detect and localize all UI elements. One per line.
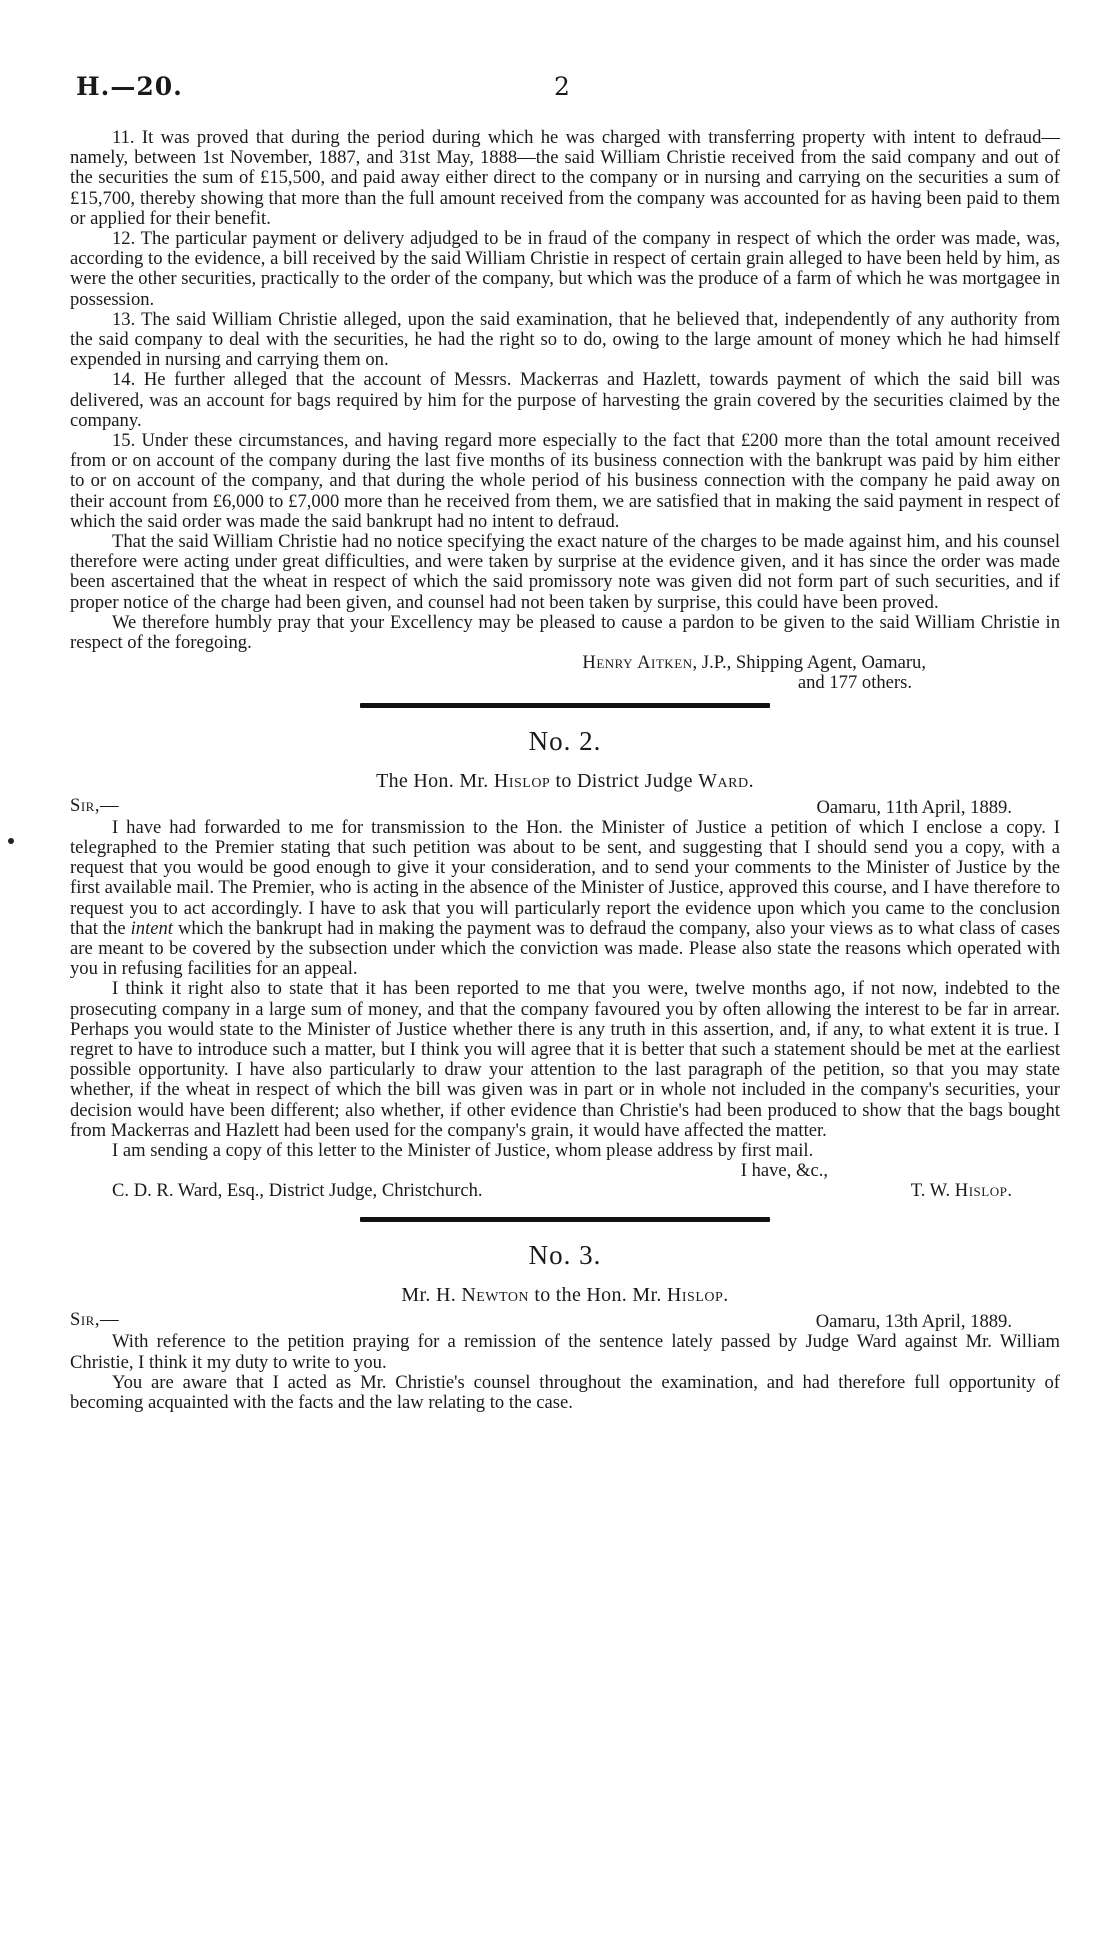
subtitle-prefix: Mr. H. — [401, 1284, 462, 1307]
page-number: 2 — [554, 72, 570, 101]
petition-paragraph-14: 14. He further alleged that the account of Messrs. Mackerras and Hazlett, towards payment of which the said bill was delivered, was an account for bags required by him for the purpose of harvesting the grain covered by the securities claimed by the company. — [70, 369, 1060, 431]
margin-mark — [8, 838, 14, 844]
letter-title: No. 2. — [528, 725, 602, 756]
subtitle-suffix: . — [748, 769, 754, 792]
letter-subtitle — [70, 770, 1060, 792]
signature-initials: T. W. — [910, 1180, 955, 1202]
petition-paragraph-13: 13. The said William Christie alleged, upon the said examination, that he believed that, independently of any authority from the said company to deal with the securities, he had the right so to do, owing to the large amount of money which he had himself expended in nursing and carrying them on. — [70, 308, 1060, 371]
letter-paragraph — [70, 818, 1060, 980]
section-divider — [360, 703, 770, 708]
petition-prayer: We therefore humbly pray that your Excellency may be pleased to cause a pardon to be given to the said William Christie in respect of the foregoing. — [70, 611, 1060, 654]
subtitle-mid: to the Hon. Mr. — [529, 1284, 667, 1307]
salutation-row — [70, 1310, 1060, 1332]
letter-no-3 — [70, 1240, 1060, 1413]
section-divider — [360, 1217, 770, 1222]
signature-surname: Hislop — [954, 1180, 1008, 1202]
letter-paragraph: With reference to the petition praying for a remission of the sentence lately passed by Judge Ward against Mr. William Christie, I think it my duty to write to you. — [70, 1331, 1060, 1373]
subtitle-recipient: Hislop — [666, 1284, 724, 1307]
subtitle-recipient: Ward — [698, 769, 749, 792]
petition-paragraph-15: 15. Under these circumstances, and having regard more especially to the fact that £200 more than the total amount received from or on account of the company during the last five months of its business connection with the bankrupt was paid by him either to or on account of the company, and that during the whole period of his business connection with the company he paid away on their account from £6,000 to £7,000 more than he received from them, we are satisfied that in making the said payment in respect of which the said order was made the said bankrupt had no intent to defraud. — [70, 430, 1060, 532]
subtitle-sender: Hislop — [493, 769, 551, 792]
subtitle-sender: Newton — [461, 1284, 530, 1307]
letter-subtitle — [70, 1284, 1060, 1306]
letter-date: Oamaru, 13th April, 1889. — [815, 1311, 1012, 1333]
petition-signature — [70, 653, 1060, 693]
paragraph-text: I have had forwarded to me for transmission to the Hon. the Minister of Justice a petition of which I enclose a copy. I telegraphed to the Premier stating that such petition was about to be sent, and suggesting that I should send you a copy, with a request that you would be good enough to give it your consideration, and to send your comments to the Minister of Justice by the first available mail. The Premier, who is acting in the absence of the Minister of Justice, approved this course, and I have therefore to request you to act accordingly. I have to ask that you will particularly report the evidence upon which you came to the conclusion that the — [70, 816, 1060, 939]
signatory-others: and 177 others. — [797, 672, 912, 694]
page-header — [76, 72, 1066, 112]
petition-paragraph-11: 11. It was proved that during the period during which he was charged with transferring property with intent to defraud—namely, between 1st November, 1887, and 31st May, 1888—the said William Christie received from the said company and out of the securities the sum of £15,500, and paid away either direct to the company or in nursing and carrying on the securities a sum of £15,700, thereby showing that more than the full amount received from the company was accounted for as having been paid to them or applied for their benefit. — [70, 127, 1060, 229]
signature-row — [70, 1181, 1060, 1205]
letter-title: No. 3. — [528, 1240, 602, 1271]
letter-no-2 — [70, 726, 1060, 1206]
page-body — [70, 128, 1060, 1413]
letter-paragraph: You are aware that I acted as Mr. Christie's counsel throughout the examination, and had therefore full opportunity of becoming acquainted with the facts and the law relating to the case. — [70, 1371, 1060, 1413]
signatory-detail: , J.P., Shipping Agent, Oamaru, — [692, 652, 926, 674]
subtitle-mid: to District Judge — [550, 769, 699, 792]
salutation: Sir,— — [70, 1309, 120, 1331]
subtitle-prefix: The Hon. Mr. — [376, 769, 494, 792]
letter-signature — [911, 1181, 1012, 1201]
letter-paragraph: I am sending a copy of this letter to the Minister of Justice, whom please address by first mail. — [112, 1139, 814, 1161]
salutation-row — [70, 796, 1060, 818]
letter-date: Oamaru, 11th April, 1889. — [816, 796, 1012, 818]
subtitle-suffix: . — [723, 1284, 729, 1307]
paragraph-text: which the bankrupt had in making the payment was to defraud the company, also your views as to what class of cases are meant to be covered by the subsection under which the conviction was made. Please also state the reasons which operated with you in refusing facilities for an appeal. — [70, 917, 1060, 980]
document-reference: H.—20. — [76, 72, 183, 101]
signatory-name: Henry Aitken — [582, 652, 693, 674]
petition-paragraph-12: 12. The particular payment or delivery adjudged to be in fraud of the company in respect of which the order was made, was, according to the evidence, a bill received by the said William Christie in respect of certain grain alleged to have been held by him, as were the other securities, practically to the order of the company, but which was the produce of a farm of which he was mortgagee in possession. — [70, 228, 1060, 310]
emphasis-text: intent — [130, 917, 173, 939]
salutation: Sir,— — [70, 794, 120, 816]
letter-paragraph: I think it right also to state that it has been reported to me that you were, twelve months ago, if not now, indebted to the prosecuting company in a large sum of money, and that the company favoured you by often allowing the interest to be far in arrear. Perhaps you would state to the Minister of Justice whether there is any truth in this assertion, and, if any, to what extent it is true. I regret to have to introduce such a matter, but I think you will agree that it is better that such a statement should be met at the earliest possible opportunity. I have also particularly to draw your attention to the last paragraph of the petition, so that you may state whether, if the wheat in respect of which the bill was given was in part or in whole not included in the company's securities, your decision would have been different; also whether, if other evidence than Christie's had been produced to show that the bags bought from Mackerras and Hazlett had been used for the company's grain, it would have affected the matter. — [70, 978, 1060, 1141]
petition-continuation — [70, 128, 1060, 694]
letter-closing: I have, &c., — [740, 1160, 828, 1182]
letter-addressee: C. D. R. Ward, Esq., District Judge, Christchurch. — [112, 1180, 483, 1202]
signature-end: . — [1007, 1180, 1012, 1202]
petition-paragraph-notice: That the said William Christie had no notice specifying the exact nature of the charges to be made against him, and his counsel therefore were acting under great difficulties, and were taken by surprise at the evidence given, and it has since the order was made been ascertained that the wheat in respect of which the said promissory note was given did not form part of such securities, and if proper notice of the charge had been given, and counsel had not been taken by surprise, this could have been proved. — [70, 531, 1060, 613]
